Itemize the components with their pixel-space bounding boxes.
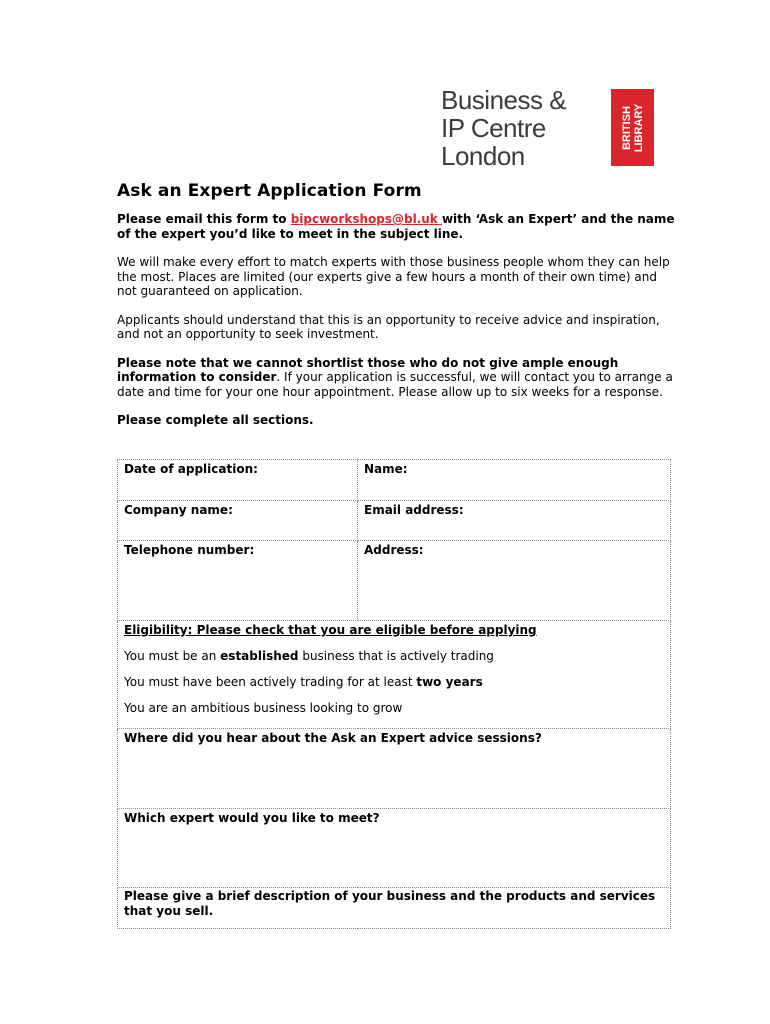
eligibility-ambitious: You are an ambitious business looking to grow [124, 701, 403, 715]
application-form-table [117, 459, 671, 929]
name-label: Name: [364, 462, 408, 476]
address-label: Address: [364, 543, 424, 557]
email-link[interactable]: bipcworkshops@bl.uk [290, 212, 442, 226]
company-name-label: Company name: [124, 503, 233, 517]
matching-paragraph: We will make every effort to match experts with those business people whom they can help the most. Places are limited (our experts give a few hours a month of their own time) and not guaranteed on application. [117, 255, 670, 298]
business-description-field[interactable] [118, 888, 671, 929]
telephone-number-field[interactable] [118, 541, 358, 621]
eligibility-heading: Eligibility: Please check that you are eligible before applying [124, 623, 537, 637]
hear-about-field[interactable] [118, 729, 671, 809]
telephone-number-label: Telephone number: [124, 543, 255, 557]
hear-about-label: Where did you hear about the Ask an Expert advice sessions? [124, 731, 542, 745]
logo-line-ip-centre: IP Centre [441, 113, 546, 143]
company-name-field[interactable] [118, 501, 358, 541]
note-paragraph: Please note that we cannot shortlist those who do not give ample enough information to consider. If your application is successful, we will contact you to arrange a date and time for your one hour appointment. Please allow up to six weeks for a response. [117, 355, 673, 399]
logo-line-business: Business & [441, 85, 567, 115]
logo-line-london: London [441, 141, 525, 171]
business-description-label: Please give a brief description of your business and the products and services that you sell. [124, 889, 656, 918]
which-expert-label: Which expert would you like to meet? [124, 811, 380, 825]
date-of-application-label: Date of application: [124, 462, 258, 476]
which-expert-field[interactable] [118, 809, 671, 888]
british-library-logo-text: BRITISH LIBRARY [620, 103, 645, 152]
email-instructions: Please email this form to bipcworkshops@bl.uk with ‘Ask an Expert’ and the name of the expert you’d like to meet in the subject line. [117, 212, 675, 241]
eligibility-section [118, 621, 671, 729]
email-address-label: Email address: [364, 503, 464, 517]
eligibility-established: You must be an established business that is actively trading [124, 649, 494, 663]
name-field[interactable] [358, 460, 671, 501]
applicants-paragraph: Applicants should understand that this is an opportunity to receive advice and inspiration, and not an opportunity to seek investment. [117, 312, 660, 341]
british-library-logo [611, 89, 654, 166]
date-of-application-field[interactable] [118, 460, 358, 501]
page-title: Ask an Expert Application Form [117, 181, 422, 201]
email-address-field[interactable] [358, 501, 671, 541]
complete-all-sections: Please complete all sections. [117, 413, 314, 427]
intro-section [117, 180, 677, 428]
bipc-logo-text [441, 86, 566, 170]
eligibility-two-years: You must have been actively trading for at least two years [124, 675, 483, 689]
address-field[interactable] [358, 541, 671, 621]
